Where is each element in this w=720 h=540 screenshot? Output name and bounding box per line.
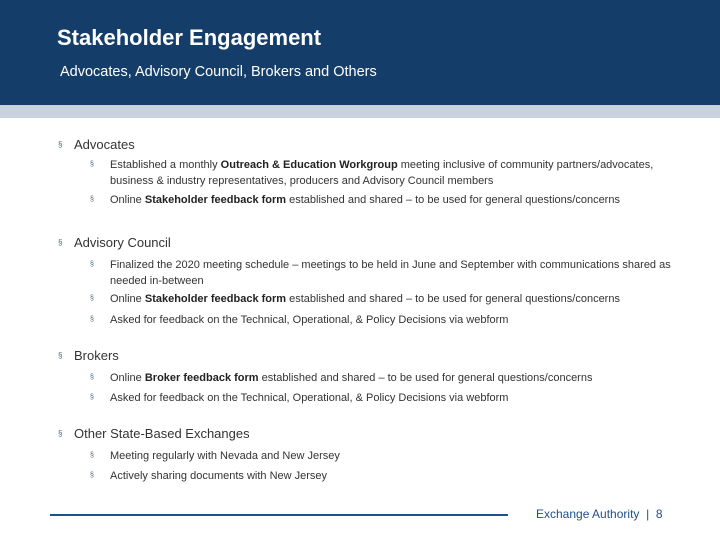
list-item: § Online Stakeholder feedback form established and shared – to be used for general questions/concerns	[90, 194, 620, 206]
header-band	[0, 105, 720, 118]
page-number: 8	[655, 507, 663, 521]
bullet-icon: §	[90, 161, 94, 168]
list-item: § Online Stakeholder feedback form established and shared – to be used for general questions/concerns	[90, 293, 620, 305]
slide-subtitle: Advocates, Advisory Council, Brokers and Others	[60, 64, 377, 80]
list-item: § Meeting regularly with Nevada and New Jersey	[90, 450, 340, 462]
section-heading-brokers: § Brokers	[58, 348, 119, 363]
list-item: § Established a monthly Outreach & Education Workgroup meeting inclusive of community partners/advocates, business & industry representatives, producers and Advisory Council members	[90, 159, 654, 187]
section-heading-advisory-council: § Advisory Council	[58, 235, 171, 250]
bullet-icon: §	[90, 316, 94, 323]
bullet-icon: §	[90, 452, 94, 459]
list-item: § Actively sharing documents with New Jersey	[90, 470, 328, 482]
list-item: § Finalized the 2020 meeting schedule – meetings to be held in June and September with communications shared as needed in-between	[90, 259, 671, 287]
list-item: § Online Broker feedback form established and shared – to be used for general questions/concerns	[90, 372, 593, 384]
footer	[536, 507, 663, 521]
section-heading-advocates: § Advocates	[58, 137, 135, 152]
bullet-icon: §	[58, 429, 63, 438]
list-item: § Asked for feedback on the Technical, Operational, & Policy Decisions via webform	[90, 392, 509, 404]
bullet-icon: §	[90, 472, 94, 479]
footer-divider	[50, 514, 508, 516]
footer-separator: |	[646, 507, 650, 521]
header-bar	[0, 0, 720, 105]
bullet-icon: §	[90, 261, 94, 268]
bullet-icon: §	[90, 196, 94, 203]
footer-org: Exchange Authority	[536, 507, 640, 521]
bullet-icon: §	[58, 238, 63, 247]
slide-title: Stakeholder Engagement	[57, 25, 322, 50]
bullet-icon: §	[58, 351, 63, 360]
section-heading-other-exchanges: § Other State-Based Exchanges	[58, 426, 250, 441]
bullet-icon: §	[90, 374, 94, 381]
list-item: § Asked for feedback on the Technical, Operational, & Policy Decisions via webform	[90, 314, 509, 326]
bullet-icon: §	[90, 295, 94, 302]
bullet-icon: §	[58, 140, 63, 149]
bullet-icon: §	[90, 394, 94, 401]
